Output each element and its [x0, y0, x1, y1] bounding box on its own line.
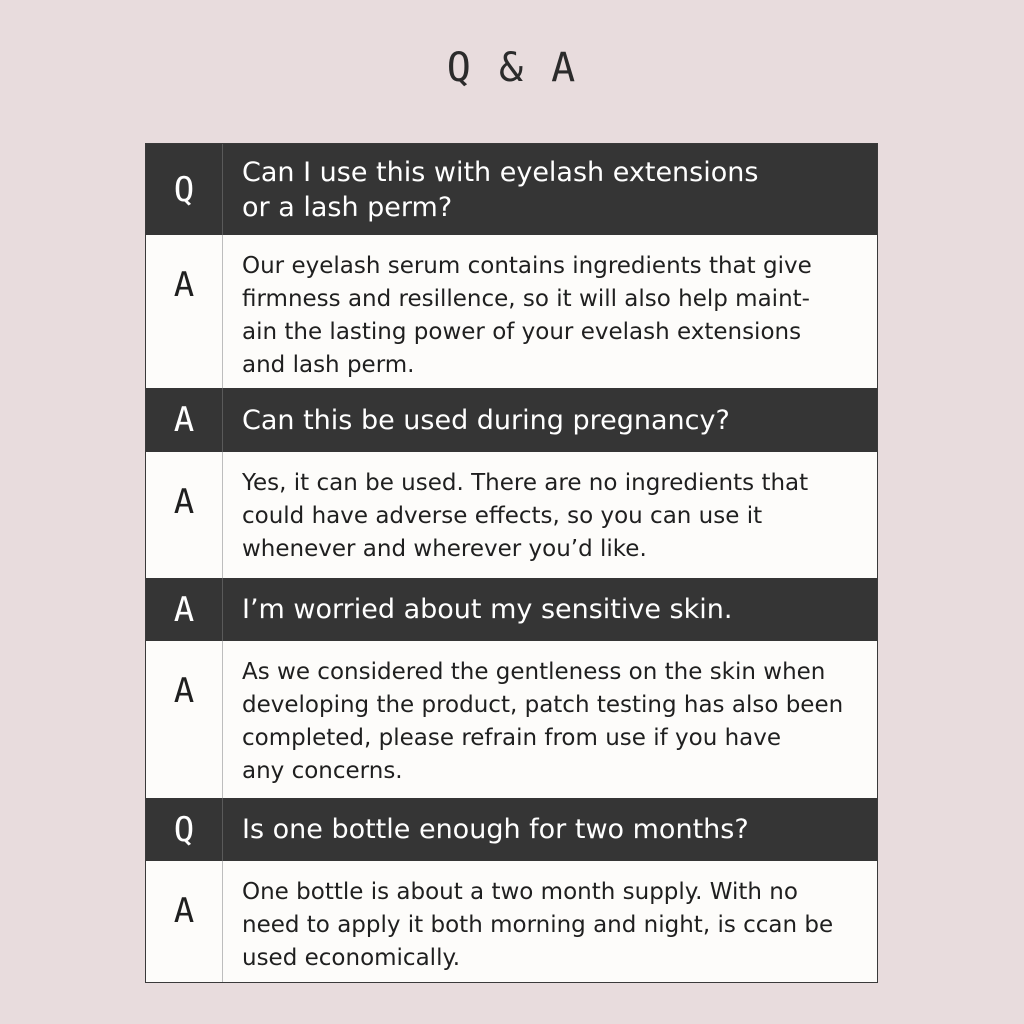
answer-row — [146, 235, 877, 388]
row-marker: A — [146, 452, 223, 578]
answer-text: Our eyelash serum contains ingredients that give firmness and resillence, so it will also help maint- ain the lasting power of your evelash extensions and lash perm. — [242, 253, 812, 378]
row-marker: Q — [146, 798, 223, 861]
row-marker: A — [146, 578, 223, 641]
answer-row — [146, 452, 877, 578]
page-title: Q & A — [446, 45, 578, 91]
row-marker: A — [146, 235, 223, 388]
question-text: I’m worried about my sensitive skin. — [242, 594, 733, 625]
qa-table — [145, 143, 878, 983]
row-marker: A — [146, 861, 223, 982]
question-text: Can this be used during pregnancy? — [242, 404, 730, 436]
question-row — [146, 798, 877, 861]
row-marker: A — [146, 388, 223, 452]
question-row — [146, 578, 877, 641]
answer-text: One bottle is about a two month supply. With no need to apply it both morning and night, is ccan be used economically. — [242, 879, 834, 971]
question-text: Can I use this with eyelash extensions or a lash perm? — [242, 156, 759, 223]
answer-row — [146, 641, 877, 798]
question-row — [146, 144, 877, 235]
question-text: Is one bottle enough for two months? — [242, 814, 749, 845]
answer-text: Yes, it can be used. There are no ingredients that could have adverse effects, so you can use it whenever and wherever you’d like. — [242, 470, 809, 562]
answer-text: As we considered the gentleness on the skin when developing the product, patch testing has also been completed, please refrain from use if you have any concerns. — [242, 659, 844, 784]
question-row — [146, 388, 877, 452]
row-marker: A — [146, 641, 223, 798]
row-marker: Q — [146, 144, 223, 235]
answer-row — [146, 861, 877, 982]
